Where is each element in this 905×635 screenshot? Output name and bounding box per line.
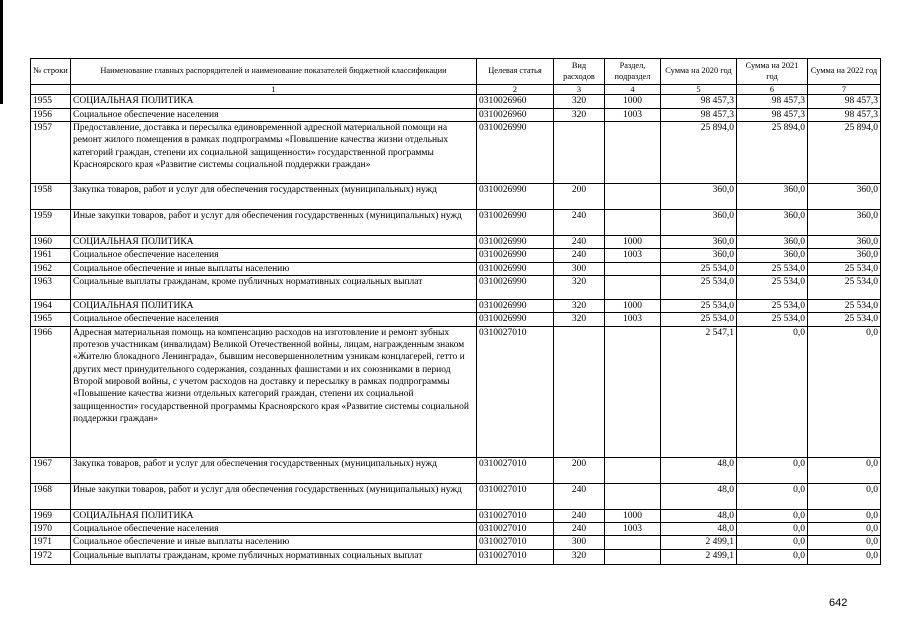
row-number: 1961: [31, 249, 71, 262]
expense-kind: 320: [554, 313, 605, 326]
target-article: 0310026990: [477, 313, 554, 326]
target-article: 0310026960: [477, 95, 554, 108]
section-code: [605, 457, 661, 483]
sum-2021: 0,0: [737, 536, 808, 549]
sum-2021: 25 894,0: [737, 121, 808, 183]
table-row: [31, 209, 881, 235]
sum-2022: 360,0: [808, 249, 881, 262]
column-number: 7: [808, 85, 881, 95]
sum-2022: 0,0: [808, 483, 881, 509]
sum-2021: 25 534,0: [737, 275, 808, 299]
expense-kind: 240: [554, 483, 605, 509]
row-number: 1960: [31, 235, 71, 248]
budget-table: [30, 58, 881, 565]
target-article: 0310027010: [477, 522, 554, 535]
sum-2020: 360,0: [661, 183, 737, 209]
row-name: Социальные выплаты гражданам, кроме публичных нормативных социальных выплат: [71, 549, 477, 564]
section-code: [605, 121, 661, 183]
section-code: 1003: [605, 522, 661, 535]
target-article: 0310027010: [477, 536, 554, 549]
expense-kind: 300: [554, 536, 605, 549]
header-target-article: Целевая статья: [477, 59, 554, 85]
row-number: 1969: [31, 509, 71, 522]
row-number: 1957: [31, 121, 71, 183]
sum-2022: 0,0: [808, 522, 881, 535]
sum-2020: 25 534,0: [661, 262, 737, 275]
row-number: 1967: [31, 457, 71, 483]
row-name: СОЦИАЛЬНАЯ ПОЛИТИКА: [71, 235, 477, 248]
left-margin-mark: [0, 0, 3, 104]
table-row: [31, 121, 881, 183]
row-number: 1970: [31, 522, 71, 535]
sum-2020: 98 457,3: [661, 95, 737, 108]
sum-2022: 25 534,0: [808, 313, 881, 326]
section-code: [605, 183, 661, 209]
row-number: 1958: [31, 183, 71, 209]
target-article: 0310026990: [477, 262, 554, 275]
sum-2020: 25 534,0: [661, 313, 737, 326]
table-row: [31, 326, 881, 457]
section-code: [605, 326, 661, 457]
sum-2022: 360,0: [808, 209, 881, 235]
header-expense-kind: Вид расходов: [554, 59, 605, 85]
target-article: 0310026960: [477, 108, 554, 121]
table-row: [31, 536, 881, 549]
target-article: 0310026990: [477, 249, 554, 262]
target-article: 0310027010: [477, 549, 554, 564]
target-article: 0310027010: [477, 326, 554, 457]
table-row: [31, 275, 881, 299]
sum-2022: 25 894,0: [808, 121, 881, 183]
sum-2020: 360,0: [661, 209, 737, 235]
expense-kind: 320: [554, 275, 605, 299]
row-name: Иные закупки товаров, работ и услуг для обеспечения государственных (муниципальных) нужд: [71, 483, 477, 509]
header-sum-2020: Сумма на 2020 год: [661, 59, 737, 85]
row-number: 1966: [31, 326, 71, 457]
target-article: 0310026990: [477, 275, 554, 299]
sum-2021: 0,0: [737, 522, 808, 535]
header-sum-2021: Сумма на 2021 год: [737, 59, 808, 85]
sum-2021: 0,0: [737, 457, 808, 483]
table-row: [31, 313, 881, 326]
expense-kind: 200: [554, 183, 605, 209]
expense-kind: 200: [554, 457, 605, 483]
table-row: [31, 522, 881, 535]
sum-2020: 25 534,0: [661, 299, 737, 312]
table-row: [31, 108, 881, 121]
sum-2020: 2 499,1: [661, 536, 737, 549]
sum-2022: 0,0: [808, 457, 881, 483]
sum-2021: 360,0: [737, 249, 808, 262]
sum-2020: 360,0: [661, 235, 737, 248]
section-code: 1000: [605, 235, 661, 248]
header-sum-2022: Сумма на 2022 год: [808, 59, 881, 85]
sum-2021: 0,0: [737, 509, 808, 522]
row-number: 1963: [31, 275, 71, 299]
table-row: [31, 262, 881, 275]
section-code: 1000: [605, 299, 661, 312]
expense-kind: 320: [554, 549, 605, 564]
row-number: 1964: [31, 299, 71, 312]
sum-2021: 0,0: [737, 483, 808, 509]
expense-kind: 320: [554, 108, 605, 121]
column-number: 4: [605, 85, 661, 95]
sum-2021: 360,0: [737, 209, 808, 235]
sum-2020: 2 547,1: [661, 326, 737, 457]
sum-2021: 98 457,3: [737, 95, 808, 108]
expense-kind: 320: [554, 299, 605, 312]
row-name: Социальные выплаты гражданам, кроме публичных нормативных социальных выплат: [71, 275, 477, 299]
sum-2020: 2 499,1: [661, 549, 737, 564]
table-row: [31, 249, 881, 262]
target-article: 0310026990: [477, 299, 554, 312]
row-name: Иные закупки товаров, работ и услуг для обеспечения государственных (муниципальных) нужд: [71, 209, 477, 235]
row-name: Социальное обеспечение и иные выплаты населению: [71, 262, 477, 275]
row-name: Социальное обеспечение населения: [71, 108, 477, 121]
column-number: 6: [737, 85, 808, 95]
target-article: 0310026990: [477, 183, 554, 209]
section-code: 1000: [605, 95, 661, 108]
table-row: [31, 457, 881, 483]
row-number: 1968: [31, 483, 71, 509]
sum-2022: 0,0: [808, 549, 881, 564]
sum-2020: 48,0: [661, 509, 737, 522]
sum-2022: 360,0: [808, 183, 881, 209]
row-number: 1971: [31, 536, 71, 549]
row-name: СОЦИАЛЬНАЯ ПОЛИТИКА: [71, 95, 477, 108]
section-code: [605, 275, 661, 299]
section-code: 1003: [605, 249, 661, 262]
table-row: [31, 183, 881, 209]
sum-2020: 360,0: [661, 249, 737, 262]
section-code: [605, 549, 661, 564]
sum-2022: 0,0: [808, 509, 881, 522]
column-number: 3: [554, 85, 605, 95]
sum-2022: 25 534,0: [808, 262, 881, 275]
row-number: 1955: [31, 95, 71, 108]
section-code: 1000: [605, 509, 661, 522]
expense-kind: 240: [554, 209, 605, 235]
sum-2020: 98 457,3: [661, 108, 737, 121]
sum-2020: 25 894,0: [661, 121, 737, 183]
row-name: Предоставление, доставка и пересылка единовременной адресной материальной помощи на ремонт жилого помещения в рамках подпрограммы «Повышение качества жизни отдельных категорий граждан, степени их социальной защищенности» государственной программы Красноярского края «Развитие системы социальной поддержки граждан»: [71, 121, 477, 183]
target-article: 0310026990: [477, 209, 554, 235]
row-name: Закупка товаров, работ и услуг для обеспечения государственных (муниципальных) нужд: [71, 457, 477, 483]
column-number: 2: [477, 85, 554, 95]
row-name: Социальное обеспечение и иные выплаты населению: [71, 536, 477, 549]
row-name: Социальное обеспечение населения: [71, 522, 477, 535]
sum-2021: 25 534,0: [737, 262, 808, 275]
table-row: [31, 483, 881, 509]
row-number: 1965: [31, 313, 71, 326]
table-row: [31, 549, 881, 564]
row-number: 1972: [31, 549, 71, 564]
section-code: [605, 262, 661, 275]
target-article: 0310026990: [477, 121, 554, 183]
sum-2020: 48,0: [661, 457, 737, 483]
sum-2022: 0,0: [808, 536, 881, 549]
sum-2022: 98 457,3: [808, 95, 881, 108]
expense-kind: 300: [554, 262, 605, 275]
section-code: [605, 209, 661, 235]
sum-2021: 98 457,3: [737, 108, 808, 121]
expense-kind: 320: [554, 95, 605, 108]
target-article: 0310027010: [477, 483, 554, 509]
expense-kind: [554, 326, 605, 457]
column-number: 5: [661, 85, 737, 95]
sum-2022: 25 534,0: [808, 299, 881, 312]
row-name: Адресная материальная помощь на компенсацию расходов на изготовление и ремонт зубных протезов участникам (инвалидам) Великой Отечественной войны, лицам, награжденным знаком «Жителю блокадного Ленинграда», бывшим несовершеннолетним узникам концлагерей, гетто и других мест принудительного содержания, созданных фашистами и их союзниками в период Второй мировой войны, с учетом расходов на доставку и пересылку в рамках подпрограммы «Повышение качества жизни отдельных категорий граждан, степени их социальной защищенности» государственной программы Красноярского края «Развитие системы социальной поддержки граждан»: [71, 326, 477, 457]
row-number: 1962: [31, 262, 71, 275]
sum-2021: 0,0: [737, 326, 808, 457]
page-number: 642: [829, 597, 848, 609]
expense-kind: [554, 121, 605, 183]
table-row: [31, 235, 881, 248]
sum-2021: 25 534,0: [737, 299, 808, 312]
row-name: СОЦИАЛЬНАЯ ПОЛИТИКА: [71, 299, 477, 312]
sum-2020: 48,0: [661, 483, 737, 509]
row-name: Закупка товаров, работ и услуг для обеспечения государственных (муниципальных) нужд: [71, 183, 477, 209]
sum-2021: 360,0: [737, 183, 808, 209]
table-row: [31, 299, 881, 312]
header-row-number: № строки: [31, 59, 71, 85]
sum-2022: 0,0: [808, 326, 881, 457]
target-article: 0310026990: [477, 235, 554, 248]
section-code: [605, 483, 661, 509]
sum-2021: 0,0: [737, 549, 808, 564]
section-code: [605, 536, 661, 549]
row-name: СОЦИАЛЬНАЯ ПОЛИТИКА: [71, 509, 477, 522]
sum-2022: 98 457,3: [808, 108, 881, 121]
section-code: 1003: [605, 108, 661, 121]
column-number: [31, 85, 71, 95]
expense-kind: 240: [554, 509, 605, 522]
row-name: Социальное обеспечение населения: [71, 249, 477, 262]
expense-kind: 240: [554, 522, 605, 535]
sum-2022: 360,0: [808, 235, 881, 248]
section-code: 1003: [605, 313, 661, 326]
sum-2020: 25 534,0: [661, 275, 737, 299]
expense-kind: 240: [554, 235, 605, 248]
row-number: 1956: [31, 108, 71, 121]
table-row: [31, 509, 881, 522]
row-number: 1959: [31, 209, 71, 235]
expense-kind: 240: [554, 249, 605, 262]
column-number-row: [31, 85, 881, 95]
sum-2020: 48,0: [661, 522, 737, 535]
header-section: Раздел, подраздел: [605, 59, 661, 85]
header-name: Наименование главных распорядителей и наименование показателей бюджетной классификации: [71, 59, 477, 85]
row-name: Социальное обеспечение населения: [71, 313, 477, 326]
column-number: 1: [71, 85, 477, 95]
sum-2021: 25 534,0: [737, 313, 808, 326]
sum-2022: 25 534,0: [808, 275, 881, 299]
header-row: [31, 59, 881, 85]
sum-2021: 360,0: [737, 235, 808, 248]
target-article: 0310027010: [477, 509, 554, 522]
table-row: [31, 95, 881, 108]
target-article: 0310027010: [477, 457, 554, 483]
